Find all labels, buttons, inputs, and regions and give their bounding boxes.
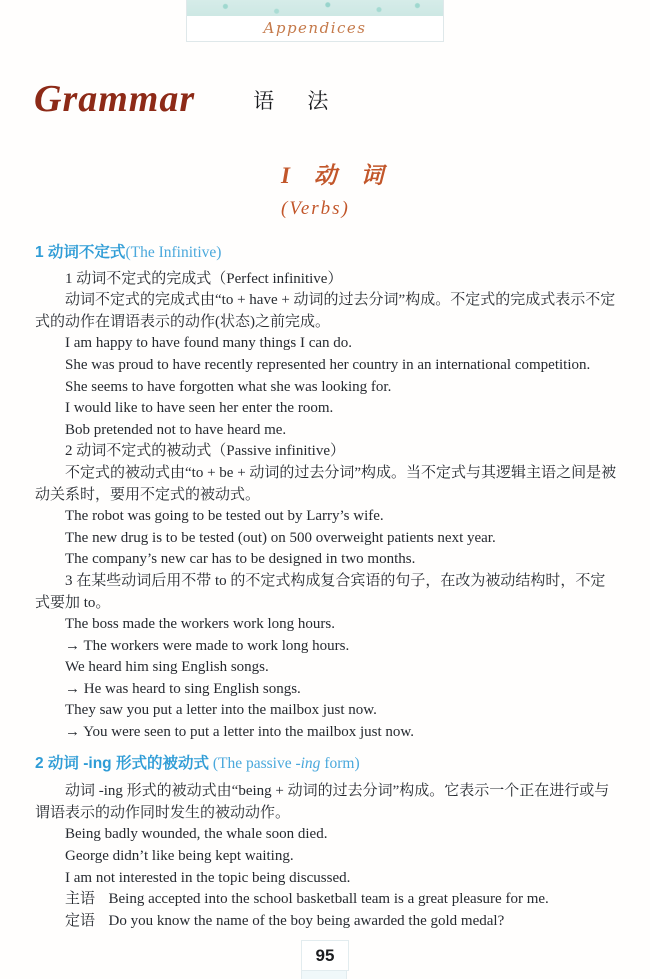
example-sentence: The robot was going to be tested out by Larry’s wife. bbox=[65, 508, 384, 525]
example-text: Do you know the name of the boy being awarded the gold medal? bbox=[108, 912, 505, 929]
body-content bbox=[35, 242, 620, 932]
example-sentence: We heard him sing English songs. bbox=[65, 659, 269, 676]
labeled-example bbox=[65, 889, 620, 911]
example-sentence: → The workers were made to work long hours. bbox=[65, 637, 350, 654]
grammar-title-chinese: 语 法 bbox=[253, 89, 343, 113]
example-label: 定语 bbox=[65, 912, 96, 929]
subsection-heading-zh: 1 动词不定式 bbox=[35, 244, 126, 261]
example-sentence: George didn’t like being kept waiting. bbox=[65, 848, 294, 865]
section-heading bbox=[281, 162, 392, 221]
example-text: Being accepted into the school basketball team is a great pleasure for me. bbox=[108, 891, 549, 908]
page-number: 95 bbox=[301, 940, 349, 971]
page-title bbox=[34, 78, 342, 120]
example-sentence: → He was heard to sing English songs. bbox=[65, 680, 301, 697]
grammar-title-english: Grammar bbox=[34, 78, 196, 120]
explanation-paragraph: 动词不定式的完成式由“to + have + 动词的过去分词”构成。不定式的完成式表示不定式的动作在谓语表示的动作(状态)之前完成。 bbox=[35, 292, 616, 330]
appendices-tab bbox=[186, 0, 444, 42]
explanation-paragraph: 3 在某些动词后用不带 to 的不定式构成复合宾语的句子，在改为被动结构时，不定式要加 to。 bbox=[35, 572, 606, 611]
section-heading-english: (Verbs) bbox=[281, 198, 350, 219]
example-sentence: Bob pretended not to have heard me. bbox=[65, 421, 287, 438]
subsection-heading-zh: 2 动词 -ing 形式的被动式 bbox=[35, 754, 209, 772]
page-number-container bbox=[301, 940, 349, 979]
example-sentence: I am happy to have found many things I can do. bbox=[65, 335, 353, 352]
subsection-heading-infinitive bbox=[35, 242, 620, 264]
example-sentence: I am not interested in the topic being discussed. bbox=[65, 869, 351, 886]
subsection-heading-en: (The Infinitive) bbox=[125, 244, 222, 261]
section-heading-chinese: I 动 词 bbox=[281, 163, 393, 188]
tab-texture-band bbox=[187, 0, 443, 16]
appendices-label: Appendices bbox=[263, 19, 367, 37]
explanation-paragraph: 动词 -ing 形式的被动式由“being + 动词的过去分词”构成。它表示一个正在进行或与谓语表示的动作同时发生的被动动作。 bbox=[35, 783, 610, 821]
example-sentence: They saw you put a letter into the mailbox just now. bbox=[65, 702, 377, 719]
example-sentence: She was proud to have recently represented her country in an international competition. bbox=[65, 356, 591, 373]
example-sentence: Being badly wounded, the whale soon died. bbox=[65, 826, 328, 843]
subsection-heading-en: (The passive -ing form) bbox=[212, 754, 360, 772]
example-sentence: The company’s new car has to be designed in two months. bbox=[65, 551, 416, 568]
example-sentence: She seems to have forgotten what she was looking for. bbox=[65, 378, 392, 395]
example-label: 主语 bbox=[65, 891, 96, 908]
subsection-heading-passive-ing bbox=[35, 753, 620, 775]
numbered-title: 1 动词不定式的完成式（Perfect infinitive） bbox=[65, 270, 343, 287]
example-sentence: I would like to have seen her enter the room. bbox=[65, 400, 334, 417]
example-sentence: The boss made the workers work long hours. bbox=[65, 616, 335, 633]
example-sentence: The new drug is to be tested (out) on 500 overweight patients next year. bbox=[65, 529, 496, 546]
numbered-title: 2 动词不定式的被动式（Passive infinitive） bbox=[65, 443, 345, 460]
explanation-paragraph: 不定式的被动式由“to + be + 动词的过去分词”构成。当不定式与其逻辑主语之间是被动关系时，要用不定式的被动式。 bbox=[35, 464, 617, 503]
example-sentence: → You were seen to put a letter into the mailbox just now. bbox=[65, 724, 414, 741]
page-number-tail bbox=[301, 971, 347, 979]
labeled-example bbox=[65, 911, 620, 933]
